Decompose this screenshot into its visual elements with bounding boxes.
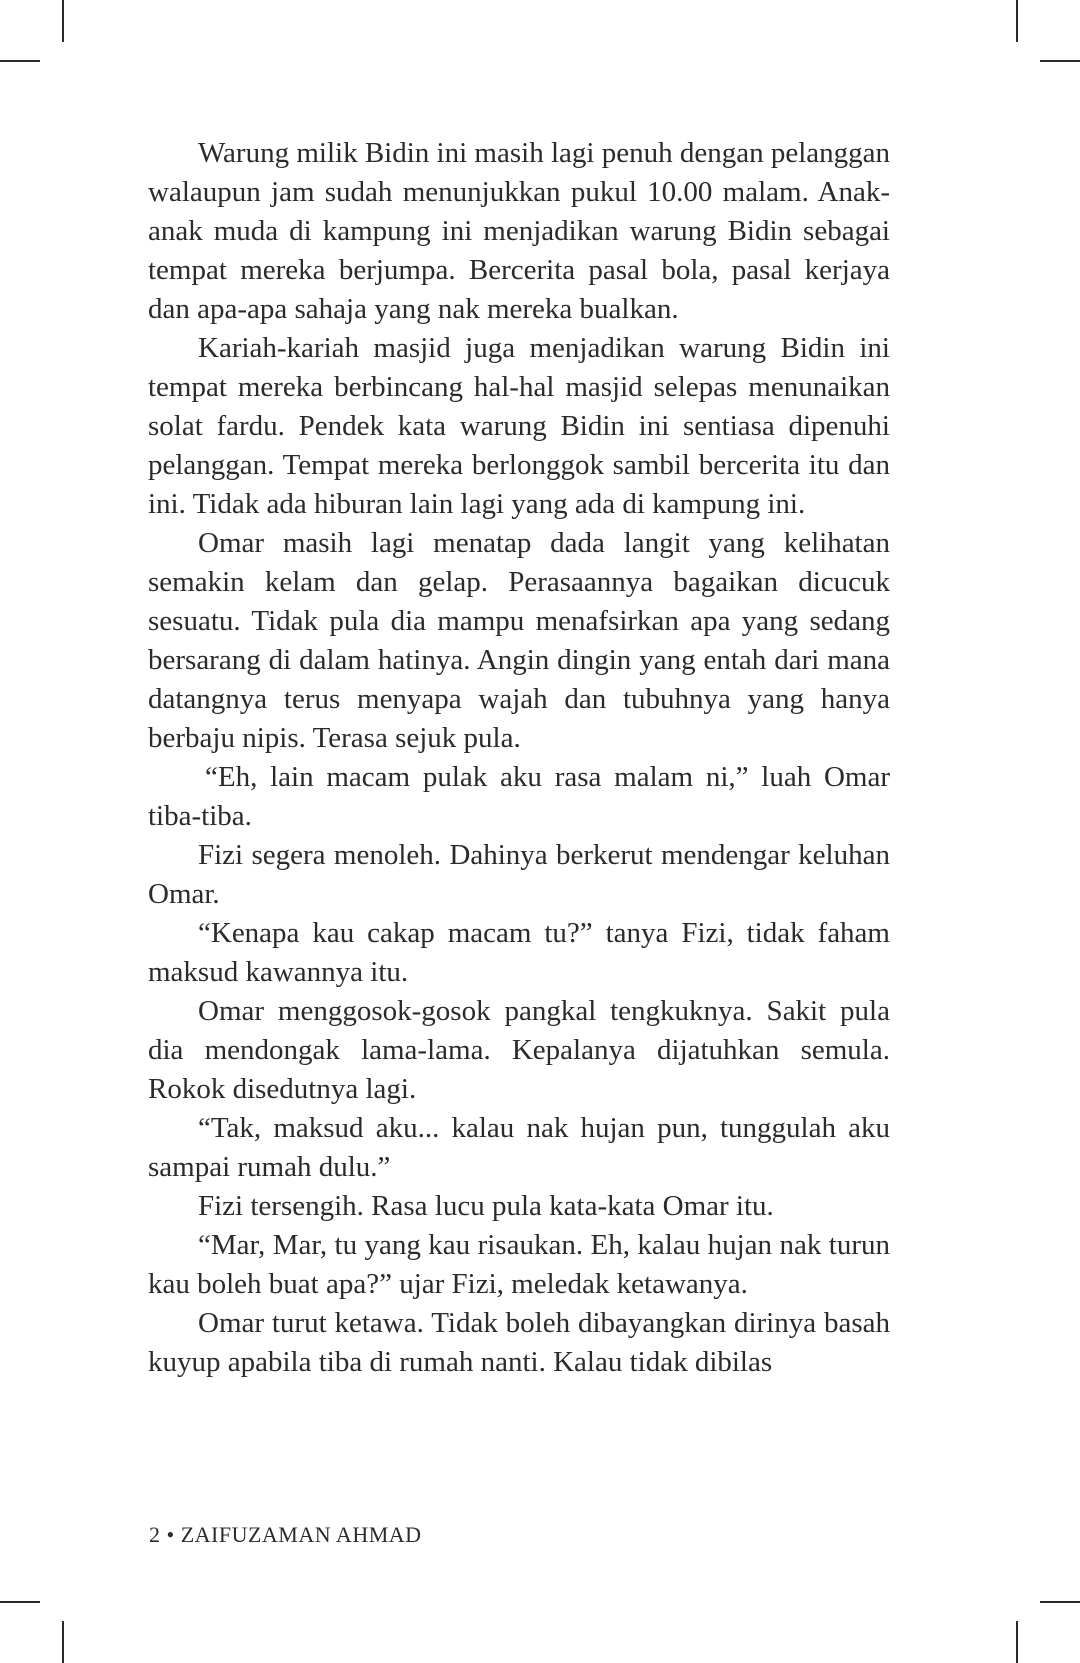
crop-mark-top-right-horizontal — [1040, 60, 1080, 62]
paragraph: Omar turut ketawa. Tidak boleh dibayangkan dirinya basah kuyup apabila tiba di rumah nanti. Kalau tidak dibilas — [148, 1307, 890, 1378]
paragraph: Fizi tersengih. Rasa lucu pula kata-kata Omar itu. — [198, 1190, 774, 1222]
crop-mark-top-right-vertical — [1016, 0, 1018, 42]
paragraph: Omar masih lagi menatap dada langit yang kelihatan semakin kelam dan gelap. Perasaannya bagaikan dicucuk sesuatu. Tidak pula dia mampu menafsirkan apa yang sedang bersarang di dalam hatinya. Angin dingin yang entah dari mana datangnya terus menyapa wajah dan tubuhnya yang hanya berbaju nipis. Terasa sejuk pula. — [148, 527, 890, 754]
paragraph: “Tak, maksud aku... kalau nak hujan pun, tunggulah aku sampai rumah dulu.” — [148, 1112, 890, 1183]
paragraph: Fizi segera menoleh. Dahinya berkerut mendengar keluhan Omar. — [148, 839, 890, 910]
crop-mark-bottom-left-horizontal — [0, 1601, 40, 1603]
crop-mark-bottom-left-vertical — [62, 1621, 64, 1663]
paragraph: Warung milik Bidin ini masih lagi penuh dengan pelanggan walaupun jam sudah menunjukkan pukul 10.00 malam. Anak-anak muda di kampung ini menjadikan warung Bidin sebagai tempat mereka berjumpa. Bercerita pasal bola, pasal kerjaya dan apa-apa sahaja yang nak mereka bualkan. — [148, 137, 890, 325]
crop-mark-bottom-right-vertical — [1016, 1621, 1018, 1663]
author-name: ZAIFUZAMAN AHMAD — [180, 1522, 422, 1547]
paragraph: “Mar, Mar, tu yang kau risaukan. Eh, kalau hujan nak turun kau boleh buat apa?” ujar Fizi, meledak ketawanya. — [148, 1229, 890, 1300]
paragraph: Omar menggosok-gosok pangkal tengkuknya. Sakit pula dia mendongak lama-lama. Kepalanya dijatuhkan semula. Rokok disedutnya lagi. — [148, 995, 890, 1105]
paragraph: “Eh, lain macam pulak aku rasa malam ni,” luah Omar tiba-tiba. — [148, 761, 890, 832]
paragraph: “Kenapa kau cakap macam tu?” tanya Fizi, tidak faham maksud kawannya itu. — [148, 917, 890, 988]
crop-mark-bottom-right-horizontal — [1040, 1601, 1080, 1603]
crop-mark-top-left-horizontal — [0, 60, 40, 62]
page-footer — [149, 1522, 422, 1548]
body-text — [148, 134, 890, 1382]
paragraph: Kariah-kariah masjid juga menjadikan warung Bidin ini tempat mereka berbincang hal-hal masjid selepas menunaikan solat fardu. Pendek kata warung Bidin ini sentiasa dipenuhi pelanggan. Tempat mereka berlonggok sambil bercerita itu dan ini. Tidak ada hiburan lain lagi yang ada di kampung ini. — [148, 332, 890, 520]
footer-separator: • — [166, 1522, 175, 1547]
crop-mark-top-left-vertical — [62, 0, 64, 42]
page-number: 2 — [149, 1522, 161, 1547]
